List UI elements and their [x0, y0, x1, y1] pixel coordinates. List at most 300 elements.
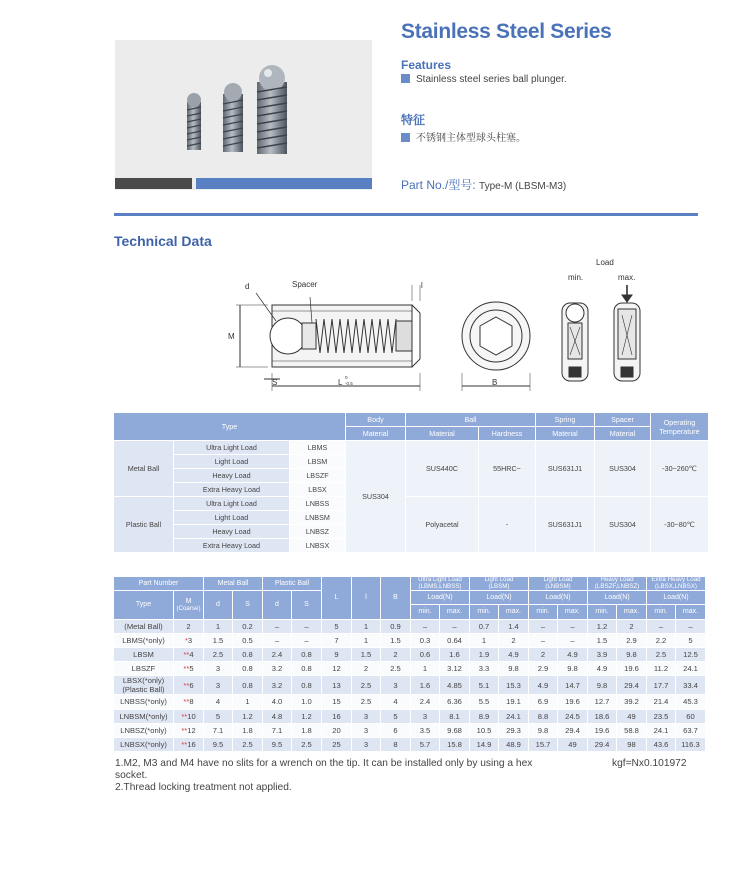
dim-d2: – [263, 634, 291, 647]
dimension-table-body [114, 620, 705, 752]
dim-l: 1.5 [352, 648, 380, 661]
dim-load-value: 1 [411, 662, 439, 675]
dim-load-value: 24.5 [558, 710, 587, 723]
dim-load-value: 24.1 [499, 710, 528, 723]
dim-header-min: min. [411, 605, 439, 618]
dim-load-value: 5.5 [470, 695, 498, 708]
spec-group-plastic: Plastic Ball [114, 497, 173, 552]
dim-type [114, 620, 173, 633]
dim-load-value: – [558, 620, 587, 633]
dim-m-prefix: ** [181, 711, 188, 721]
dim-header-extra [647, 577, 705, 590]
dim-load-value: 4.9 [588, 662, 616, 675]
m-label: M [185, 597, 192, 605]
dim-load-value: 5.1 [470, 676, 498, 694]
dim-load-value: 48.9 [499, 738, 528, 751]
features-heading: Features [401, 58, 452, 72]
side-view [236, 285, 420, 391]
dim-header-metal-ball: Metal Ball [204, 577, 262, 590]
spec-code: LBSX [290, 483, 345, 496]
spec-load: Extra Heavy Load [174, 483, 289, 496]
dim-d2: 4.8 [263, 710, 291, 723]
dim-s2: 0.8 [292, 676, 321, 694]
spec-header-type: Type [114, 413, 345, 440]
dim-row [114, 724, 705, 737]
spec-ball-material: SUS440C [406, 441, 478, 496]
load-label: Load [596, 258, 614, 267]
dim-s2: 1.2 [292, 710, 321, 723]
dim-load-value: 2.2 [647, 634, 675, 647]
dim-load-value: 21.4 [647, 695, 675, 708]
dim-type [114, 738, 173, 751]
light2-line2: (LNBSM) [545, 582, 571, 590]
dim-header-type: Type [114, 591, 173, 618]
dim-load-value: 5.7 [411, 738, 439, 751]
dim-header-load-2: Load(N) [470, 591, 528, 604]
dim-load-value: 4.9 [558, 648, 587, 661]
dim-s2: 0.8 [292, 648, 321, 661]
dim-l: 3 [352, 724, 380, 737]
dim-s1: 1.8 [233, 724, 262, 737]
load-min-label: min. [568, 273, 584, 282]
coarse-label: (Coarse) [176, 604, 201, 612]
dim-load-value: 3 [411, 710, 439, 723]
dim-m-value: 3 [187, 635, 193, 645]
dim-s1: 0.2 [233, 620, 262, 633]
technical-drawing [220, 255, 700, 400]
dim-s-label: S [272, 378, 278, 387]
dim-m [174, 676, 203, 694]
dim-load-value: 18.6 [588, 710, 616, 723]
dim-header-s2: S [292, 591, 321, 618]
dim-type-label: (Metal Ball) [124, 621, 163, 631]
spec-code: LNBSM [290, 511, 345, 524]
dim-L-tol-minus: -0.5 [345, 381, 353, 386]
dim-type [114, 634, 173, 647]
dim-load-value: 45.3 [676, 695, 705, 708]
dim-row [114, 738, 705, 751]
dim-header-plastic-ball: Plastic Ball [263, 577, 321, 590]
dim-m [174, 710, 203, 723]
dim-row [114, 648, 705, 661]
dim-header-part-number: Part Number [114, 577, 203, 590]
dim-header-load-1: Load(N) [411, 591, 469, 604]
dim-l: 2.5 [352, 695, 380, 708]
dim-load-value: 2 [529, 648, 557, 661]
part-number-line [401, 176, 566, 193]
dim-row [114, 662, 705, 675]
op-temp-line1: Operating [663, 417, 696, 427]
light-line2: (LBSM) [488, 582, 510, 590]
dim-load-value: 2.4 [411, 695, 439, 708]
dim-B: 0.9 [381, 620, 410, 633]
spec-load: Extra Heavy Load [174, 539, 289, 552]
dim-load-value: 58.8 [617, 724, 646, 737]
dim-load-value: 1.5 [588, 634, 616, 647]
dim-load-value: 3.5 [411, 724, 439, 737]
heavy-line1: Heavy Load [600, 576, 634, 584]
dim-load-value: 49 [617, 710, 646, 723]
dim-m-prefix: ** [183, 650, 190, 660]
dim-header-load-5: Load(N) [647, 591, 705, 604]
dim-load-value: – [558, 634, 587, 647]
dim-header-light2 [529, 577, 587, 590]
dim-B: 2 [381, 648, 410, 661]
light2-line1: Light Load [543, 576, 573, 584]
spec-table [113, 412, 709, 553]
notes [115, 758, 565, 794]
dim-L: 9 [322, 648, 351, 661]
dim-s2: – [292, 620, 321, 633]
dim-B: 6 [381, 724, 410, 737]
spec-spring: SUS631J1 [536, 441, 594, 496]
dim-d-label: d [245, 282, 250, 291]
zh-features-item [401, 129, 526, 144]
dim-L: 7 [322, 634, 351, 647]
dim-s2: 1.0 [292, 695, 321, 708]
dim-load-value: 1.4 [499, 620, 528, 633]
dim-d1: 2.5 [204, 648, 232, 661]
dim-L: 20 [322, 724, 351, 737]
dim-s2: 2.5 [292, 738, 321, 751]
dim-s1: 0.5 [233, 634, 262, 647]
dim-load-value: 0.7 [470, 620, 498, 633]
product-photo [115, 40, 372, 190]
dim-s1: 1 [233, 695, 262, 708]
spec-code: LNBSZ [290, 525, 345, 538]
dim-m-label: M [228, 332, 235, 341]
dim-header-max: max. [440, 605, 469, 618]
spec-spring: SUS631J1 [536, 497, 594, 552]
dim-type [114, 710, 173, 723]
dim-load-value: 24.1 [676, 662, 705, 675]
dim-s1: 2.5 [233, 738, 262, 751]
spec-code: LNBSS [290, 497, 345, 510]
dim-row [114, 634, 705, 647]
spec-header-ball-material: Material [406, 427, 478, 440]
dim-header-load-3: Load(N) [529, 591, 587, 604]
spec-load: Heavy Load [174, 525, 289, 538]
decor-bar-blue [196, 178, 372, 189]
dim-load-value: 0.6 [411, 648, 439, 661]
dim-header-min: min. [470, 605, 498, 618]
dim-load-value: 5 [676, 634, 705, 647]
dim-d1: 1 [204, 620, 232, 633]
note-2: 2.Thread locking treatment not applied. [115, 782, 292, 793]
dim-load-value: 39.2 [617, 695, 646, 708]
dim-s2: 0.8 [292, 662, 321, 675]
dim-type-label: LBSM [133, 650, 154, 660]
dim-load-value: 29.4 [558, 724, 587, 737]
load-view-min [562, 303, 588, 381]
dim-l: 2 [352, 662, 380, 675]
dim-load-value: 1 [470, 634, 498, 647]
dim-load-value: 10.5 [470, 724, 498, 737]
spec-ball-material: Polyacetal [406, 497, 478, 552]
dim-load-value: 4.9 [499, 648, 528, 661]
section-divider [114, 213, 698, 216]
dim-load-value: – [440, 620, 469, 633]
spec-load: Light Load [174, 511, 289, 524]
dim-header-load-4: Load(N) [588, 591, 646, 604]
spec-code: LBSZF [290, 469, 345, 482]
dim-header-l: l [352, 577, 380, 619]
dim-load-value: 29.4 [617, 676, 646, 694]
dim-l: 3 [352, 710, 380, 723]
dim-load-value: – [529, 634, 557, 647]
zh-features-text: 不锈钢主体型球头柱塞。 [416, 133, 526, 144]
dim-load-value: 15.8 [440, 738, 469, 751]
dim-d2: 3.2 [263, 662, 291, 675]
dim-load-value: 12.5 [676, 648, 705, 661]
dim-load-value: 14.9 [470, 738, 498, 751]
note-1: 1.M2, M3 and M4 have no slits for a wrench on the tip. It can be installed only by using a hex socket. [115, 758, 533, 781]
dim-load-value: 98 [617, 738, 646, 751]
dim-m-value: 12 [187, 725, 196, 735]
dim-load-value: 8.1 [440, 710, 469, 723]
dimension-table [113, 576, 706, 752]
spec-group-metal: Metal Ball [114, 441, 173, 496]
dim-load-value: 12.7 [588, 695, 616, 708]
dim-load-value: 0.64 [440, 634, 469, 647]
dim-row [114, 620, 705, 633]
dim-l-label: l [421, 281, 423, 290]
spec-code: LNBSX [290, 539, 345, 552]
spec-ball-hardness: - [479, 497, 535, 552]
spec-header-spring: Spring [536, 413, 594, 426]
dim-header-L: L [322, 577, 351, 619]
dim-header-min: min. [647, 605, 675, 618]
load-max-label: max. [618, 273, 636, 282]
dim-load-value: 1.2 [588, 620, 616, 633]
dim-load-value: 4.9 [529, 676, 557, 694]
dim-load-value: 0.3 [411, 634, 439, 647]
plunger-small-image [187, 93, 201, 150]
dim-load-value: 19.1 [499, 695, 528, 708]
dim-header-max: max. [558, 605, 587, 618]
dim-m [174, 738, 203, 751]
dim-m [174, 695, 203, 708]
dim-L-tol-plus: 0 [345, 375, 348, 380]
dim-type [114, 724, 173, 737]
dim-type-label: (Plastic Ball) [122, 685, 165, 695]
extra-line2: (LBSX,LNBSX) [655, 582, 697, 590]
dim-load-value: 2.9 [529, 662, 557, 675]
dim-header-d2: d [263, 591, 291, 618]
dim-type-label: LBMS(*only) [122, 635, 165, 645]
dim-load-value: 1.6 [411, 676, 439, 694]
dim-type [114, 695, 173, 708]
dim-m-value: 16 [187, 739, 196, 749]
dim-load-value: 43.6 [647, 738, 675, 751]
dim-load-value: 2.5 [647, 648, 675, 661]
dim-load-value: 4.85 [440, 676, 469, 694]
dim-L: 13 [322, 676, 351, 694]
dim-load-value: 8.8 [529, 710, 557, 723]
spec-header-body: Body [346, 413, 405, 426]
dim-type-label: LNBSX(*only) [120, 739, 167, 749]
dim-type-label: LBSZF [131, 664, 156, 674]
dim-header-max: max. [617, 605, 646, 618]
spec-load: Ultra Light Load [174, 441, 289, 454]
spec-header-ball: Ball [406, 413, 535, 426]
dim-load-value: 3.3 [470, 662, 498, 675]
dim-s2: – [292, 634, 321, 647]
dim-load-value: 3.9 [588, 648, 616, 661]
dim-type [114, 648, 173, 661]
square-bullet-icon [401, 133, 410, 142]
spec-temp: -30~260℃ [651, 441, 708, 496]
dim-L: 12 [322, 662, 351, 675]
decor-bar-dark [115, 178, 192, 189]
spec-ball-hardness: 55HRC~ [479, 441, 535, 496]
spec-code: LBMS [290, 441, 345, 454]
technical-data-heading: Technical Data [114, 233, 212, 249]
spec-header-spacer-material: Material [595, 427, 650, 440]
dim-B: 3 [381, 676, 410, 694]
dim-s1: 0.8 [233, 676, 262, 694]
plunger-large-image [257, 65, 287, 154]
dim-d2: 9.5 [263, 738, 291, 751]
dim-header-heavy [588, 577, 646, 590]
dim-d1: 3 [204, 676, 232, 694]
dim-type-label: LBSX(*only) [122, 676, 165, 686]
spec-header-op-temp [651, 413, 708, 440]
dim-type [114, 676, 173, 694]
dim-m-value: 10 [187, 711, 196, 721]
dim-header-min: min. [588, 605, 616, 618]
dim-header-light [470, 577, 528, 590]
dim-d2: 3.2 [263, 676, 291, 694]
dim-load-value: 19.6 [588, 724, 616, 737]
dim-B: 8 [381, 738, 410, 751]
dim-header-s1: S [233, 591, 262, 618]
dim-header-m [174, 591, 203, 618]
dim-d2: 4.0 [263, 695, 291, 708]
dim-row [114, 695, 705, 708]
features-text: Stainless steel series ball plunger. [416, 74, 567, 85]
dim-row [114, 676, 705, 694]
ultra-line2: (LBMS,LNBSS) [418, 582, 462, 590]
dim-m-prefix: ** [181, 739, 188, 749]
load-view-max [614, 285, 640, 381]
spec-header-spacer: Spacer [595, 413, 650, 426]
dim-header-max: max. [499, 605, 528, 618]
dim-d1: 5 [204, 710, 232, 723]
zh-features-heading: 特征 [401, 113, 426, 127]
dim-m [174, 724, 203, 737]
dim-load-value: – [529, 620, 557, 633]
dim-m-prefix: ** [183, 680, 190, 690]
dim-type [114, 662, 173, 675]
spec-load: Heavy Load [174, 469, 289, 482]
spec-load: Light Load [174, 455, 289, 468]
dim-load-value: 9.8 [558, 662, 587, 675]
spec-temp: -30~80℃ [651, 497, 708, 552]
dim-d2: 7.1 [263, 724, 291, 737]
dim-spacer-label: Spacer [292, 280, 318, 289]
dim-B: 1.5 [381, 634, 410, 647]
dim-m-prefix: ** [183, 697, 190, 707]
dim-m [174, 662, 203, 675]
dim-L: 5 [322, 620, 351, 633]
dim-load-value: 2 [499, 634, 528, 647]
dim-B: 4 [381, 695, 410, 708]
dim-header-min: min. [529, 605, 557, 618]
dim-header-max: max. [676, 605, 705, 618]
spec-spacer: SUS304 [595, 497, 650, 552]
dim-load-value: 60 [676, 710, 705, 723]
dim-m-value: 8 [189, 697, 194, 707]
dim-m-value: 4 [189, 650, 194, 660]
dim-load-value: 9.68 [440, 724, 469, 737]
dim-d1: 1.5 [204, 634, 232, 647]
part-no-label: Part No./型号: [401, 178, 476, 192]
dim-load-value: 29.4 [588, 738, 616, 751]
dim-m-prefix: * [184, 635, 188, 645]
spec-header-body-material: Material [346, 427, 405, 440]
dim-l: 3 [352, 738, 380, 751]
dim-load-value: 1.9 [470, 648, 498, 661]
dim-b-label: B [492, 378, 498, 387]
dim-m [174, 648, 203, 661]
dim-m-prefix: ** [183, 664, 190, 674]
dim-row [114, 710, 705, 723]
dim-load-value: 9.8 [529, 724, 557, 737]
op-temp-line2: Temperature [659, 426, 700, 436]
dim-d2: 2.4 [263, 648, 291, 661]
spec-load: Ultra Light Load [174, 497, 289, 510]
dim-d1: 3 [204, 662, 232, 675]
dim-s1: 0.8 [233, 648, 262, 661]
light-line1: Light Load [484, 576, 514, 584]
kgf-conversion: kgf=Nx0.101972 [612, 758, 687, 769]
spec-code: LBSM [290, 455, 345, 468]
dim-load-value: 49 [558, 738, 587, 751]
spec-header-ball-hardness: Hardness [479, 427, 535, 440]
dim-B: 5 [381, 710, 410, 723]
dim-d1: 9.5 [204, 738, 232, 751]
dim-load-value: 2.9 [617, 634, 646, 647]
dim-load-value: 15.3 [499, 676, 528, 694]
dim-m-value: 2 [186, 621, 191, 631]
dim-header-ultra [411, 577, 469, 590]
dim-load-value: 3.12 [440, 662, 469, 675]
dim-load-value: 1.6 [440, 648, 469, 661]
square-bullet-icon [401, 74, 410, 83]
spec-spacer: SUS304 [595, 441, 650, 496]
dim-L-label: L [338, 378, 343, 387]
spec-header-spring-material: Material [536, 427, 594, 440]
dim-m-prefix: ** [181, 725, 188, 735]
dim-L: 25 [322, 738, 351, 751]
dim-l: 1 [352, 620, 380, 633]
heavy-line2: (LBSZF,LNBSZ) [594, 582, 640, 590]
dim-load-value: 19.6 [617, 662, 646, 675]
dim-m [174, 620, 203, 633]
dim-d1: 4 [204, 695, 232, 708]
dim-load-value: 24.1 [647, 724, 675, 737]
dim-d1: 7.1 [204, 724, 232, 737]
dim-L: 16 [322, 710, 351, 723]
features-item [401, 74, 567, 85]
dim-load-value: 6.36 [440, 695, 469, 708]
dim-load-value: 2 [617, 620, 646, 633]
spec-body-material: SUS304 [346, 441, 405, 552]
dim-type-label: LNBSZ(*only) [120, 725, 167, 735]
dim-L: 15 [322, 695, 351, 708]
dim-m [174, 634, 203, 647]
